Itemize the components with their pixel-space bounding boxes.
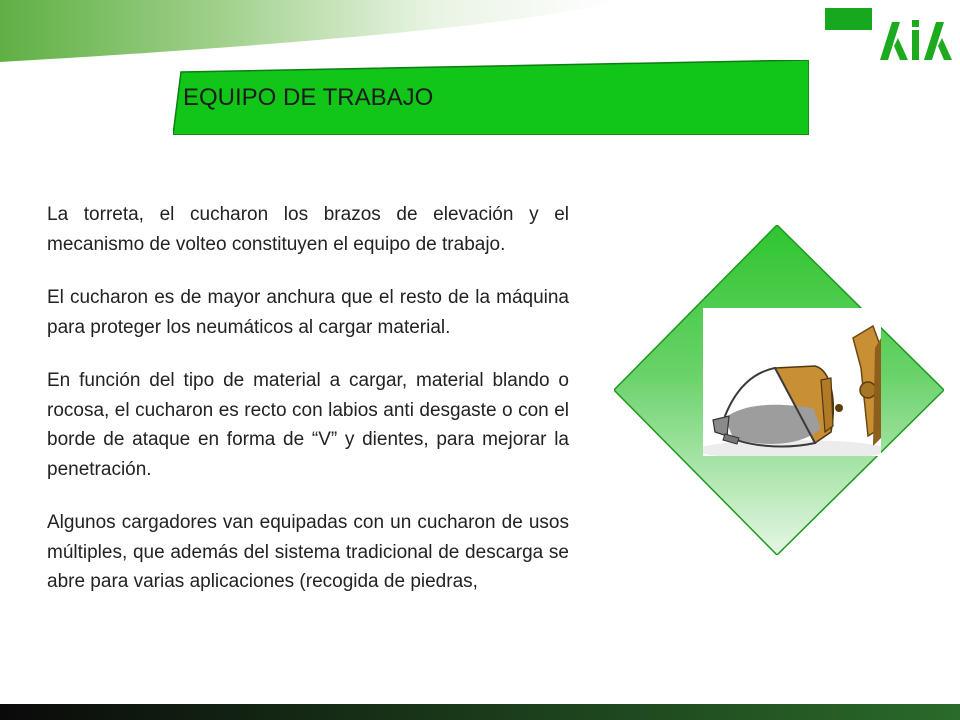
aia-logo	[872, 8, 954, 66]
paragraph-2: El cucharon es de mayor anchura que el resto de la máquina para proteger los neumáticos al cargar material.	[47, 287, 569, 338]
paragraph-4: Algunos cargadores van equipadas con un cucharon de usos múltiples, que además del sistema tradicional de descarga se abre para varias aplicaciones (recogida de piedras,	[47, 512, 569, 592]
paragraph-3: En función del tipo de material a cargar, material blando o rocosa, el cucharon es recto con labios anti desgaste o con el borde de ataque en forma de “V” y dientes, para mejorar la penetración.	[47, 370, 569, 480]
bucket-illustration	[703, 308, 881, 456]
body-text	[47, 200, 569, 621]
page-title: EQUIPO DE TRABAJO	[183, 84, 434, 111]
footer-bar	[0, 704, 960, 720]
loader-bucket-image	[703, 308, 881, 456]
paragraph-1: La torreta, el cucharon los brazos de elevación y el mecanismo de volteo constituyen el equipo de trabajo.	[47, 204, 569, 255]
